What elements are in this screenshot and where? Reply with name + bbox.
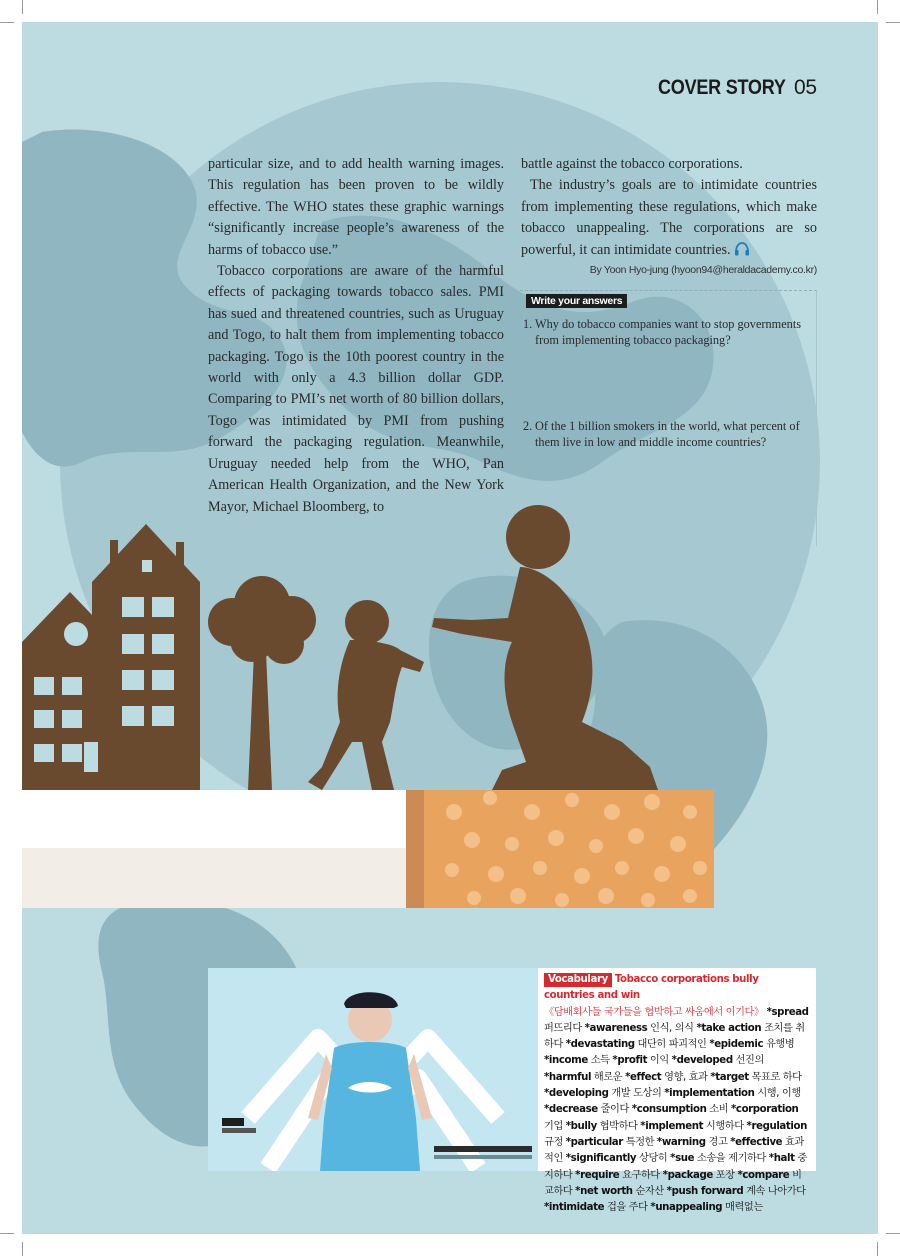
vocabulary-meaning: 시행하다: [705, 1120, 744, 1132]
vocabulary-item: [640, 1121, 743, 1132]
vocabulary-term: *compare: [737, 1169, 790, 1181]
vocabulary-meaning: 소득: [590, 1055, 610, 1067]
vocabulary-meaning: 계속 나아가다: [746, 1185, 806, 1197]
vocabulary-meaning: 상당히: [639, 1153, 668, 1165]
byline: By Yoon Hyo-jung (hyoon94@heraldacademy.co.kr): [589, 264, 817, 276]
article-right-column: [521, 154, 817, 261]
vocabulary-meaning: 선진의: [735, 1055, 764, 1067]
article-paragraph: Tobacco corporations are aware of the harmful effects of packaging towards tobacco sales. PMI has sued and threatened countries, such as Uruguay and Togo, to halt them from implementing tobacco packaging. Togo is the 10th poorest country in the world with only a 4.3 billion dollar GDP. Comparing to PMI’s net worth of 80 billion dollars, Togo was intimidated by PMI from pushing forward the packaging regulation. Meanwhile, Uruguay needed help from the WHO, Pan American Health Organization, and the New York Mayor, Michael Bloomberg, to: [208, 263, 504, 515]
vocabulary-term: *harmful: [544, 1071, 592, 1083]
vocabulary-meaning: 효과적인: [544, 1136, 804, 1165]
vocabulary-term: *decrease: [544, 1104, 598, 1116]
vocabulary-term: *intimidate: [544, 1202, 605, 1214]
headphones-icon: [734, 242, 750, 256]
vocabulary-item: [544, 1072, 622, 1083]
vocabulary-item: [670, 1153, 766, 1164]
vocabulary-meaning: 중지하다: [544, 1153, 807, 1181]
vocabulary-meaning: 소송을 제기하다: [696, 1153, 766, 1165]
vocabulary-meaning: 영향, 효과: [664, 1071, 708, 1083]
cigarette-band: [406, 790, 424, 908]
vocabulary-item: [657, 1137, 727, 1148]
vocabulary-item: [709, 1039, 794, 1050]
vocabulary-tag: Vocabulary: [544, 973, 612, 987]
vocabulary-term: *particular: [565, 1136, 623, 1148]
page-number: 05: [794, 76, 817, 99]
vocabulary-title: Tobacco corporations bully countries and win: [544, 974, 759, 1002]
crop-mark: [0, 1233, 14, 1234]
vocabulary-box: [538, 968, 816, 1214]
answers-label: Write your answers: [526, 294, 627, 308]
vocabulary-term: *implementation: [664, 1088, 755, 1100]
vocabulary-term: *effect: [625, 1071, 662, 1083]
vocabulary-meaning: 포장: [715, 1169, 735, 1181]
vocabulary-item: [575, 1170, 660, 1181]
vocabulary-item: [566, 1039, 707, 1050]
vocabulary-item: [667, 1186, 806, 1197]
vocabulary-item: [664, 1088, 801, 1099]
vocabulary-meaning: 조치를 취하다: [544, 1022, 805, 1051]
question-number: 2.: [523, 419, 533, 433]
question-text: Of the 1 billion smokers in the world, what percent of them live in low and middle income countries?: [535, 419, 800, 449]
vocabulary-item: [575, 1186, 664, 1197]
vocabulary-meaning: 규정: [544, 1136, 563, 1148]
cigarette-paper-shade: [22, 848, 422, 908]
crop-mark: [886, 22, 900, 23]
question-number: 1.: [523, 317, 533, 331]
vocabulary-item: [566, 1153, 668, 1164]
article-paragraph: [521, 175, 817, 261]
write-your-answers-box: [520, 290, 817, 546]
crop-mark: [877, 1242, 878, 1256]
vocabulary-term: *significantly: [565, 1153, 637, 1165]
vocabulary-meaning: 인식, 의식: [650, 1022, 694, 1034]
vocabulary-item: [544, 1104, 629, 1115]
article-left-column: [208, 154, 504, 518]
vocabulary-item: [663, 1170, 735, 1181]
vocabulary-term: *spread: [766, 1006, 809, 1018]
question-text: Why do tobacco companies want to stop governments from implementing tobacco packaging?: [535, 317, 802, 347]
ad-caption-bar: [434, 1146, 532, 1152]
vocabulary-term: *developed: [671, 1055, 733, 1067]
vocabulary-term: *unappealing: [650, 1202, 723, 1214]
vocabulary-item: [544, 1055, 610, 1066]
vocabulary-term: *developing: [544, 1088, 609, 1100]
vocabulary-term: *income: [544, 1055, 588, 1067]
vocabulary-meaning: 대단히 파괴적인: [637, 1039, 707, 1051]
vocabulary-term: *corporation: [731, 1104, 799, 1116]
vocabulary-item: [585, 1023, 694, 1034]
crop-mark: [22, 1242, 23, 1256]
vocabulary-meaning: 해로운: [593, 1071, 623, 1083]
vocabulary-meaning: 순자산: [635, 1185, 664, 1197]
anti-smoking-ad-image: [208, 968, 538, 1171]
vocabulary-term: *warning: [656, 1136, 706, 1148]
vocabulary-meaning: 경고: [708, 1136, 728, 1148]
vocabulary-term: *take action: [696, 1022, 762, 1034]
vocabulary-subtitle: 《담배회사들 국가들을 협박하고 싸움에서 이기다》: [544, 1006, 764, 1018]
vocabulary-term: *push forward: [666, 1185, 744, 1197]
vocabulary-item: [544, 1202, 648, 1213]
vocabulary-meaning: 시행, 이행: [757, 1088, 801, 1100]
vocabulary-meaning: 비교하다: [544, 1169, 802, 1197]
vocabulary-term: *halt: [768, 1153, 795, 1165]
vocabulary-item: [625, 1072, 707, 1083]
vocabulary-meaning: 유행병: [765, 1039, 795, 1051]
vocabulary-term: *package: [662, 1169, 713, 1181]
ad-caption-line: [434, 1155, 532, 1159]
vocabulary-meaning: 요구하다: [622, 1169, 660, 1181]
crop-mark: [0, 22, 14, 23]
vocabulary-item: [566, 1137, 654, 1148]
section-title: COVER STORY: [658, 76, 786, 99]
question-item: [523, 419, 813, 450]
vocabulary-meaning: 겁을 주다: [606, 1202, 648, 1214]
vocabulary-meaning: 이익: [649, 1055, 669, 1067]
crop-mark: [877, 0, 878, 14]
vocabulary-meaning: 개발 도상의: [611, 1088, 662, 1100]
vocabulary-term: *profit: [612, 1055, 648, 1067]
vocabulary-meaning: 협박하다: [599, 1120, 638, 1132]
vocabulary-meaning: 줄이다: [600, 1104, 629, 1116]
crop-mark: [886, 1233, 900, 1234]
vocabulary-term: *epidemic: [709, 1039, 764, 1051]
vocabulary-item: [632, 1104, 728, 1115]
vocabulary-meaning: 퍼뜨리다: [544, 1022, 582, 1034]
article-paragraph: battle against the tobacco corporations.: [521, 156, 743, 172]
vocabulary-term: *net worth: [575, 1185, 633, 1197]
vocabulary-list: [544, 1007, 809, 1214]
vocabulary-term: *regulation: [746, 1120, 807, 1132]
vocabulary-item: [612, 1055, 668, 1066]
section-header: [658, 76, 817, 100]
vocabulary-term: *awareness: [584, 1022, 648, 1034]
vocabulary-meaning: 매력없는: [725, 1202, 763, 1214]
ad-illustration: [208, 968, 538, 1171]
vocabulary-item: [650, 1202, 762, 1213]
crop-mark: [22, 0, 23, 14]
question-item: [523, 317, 813, 348]
vocabulary-term: *effective: [730, 1136, 783, 1148]
vocabulary-term: *bully: [565, 1120, 597, 1132]
vocabulary-term: *target: [710, 1071, 749, 1083]
cigarette-filter: [424, 790, 714, 908]
vocabulary-term: *require: [575, 1169, 620, 1181]
vocabulary-item: [672, 1055, 764, 1066]
vocabulary-item: [710, 1072, 801, 1083]
vocabulary-meaning: 목표로 하다: [751, 1071, 802, 1083]
vocabulary-item: [544, 1088, 661, 1099]
article-paragraph: particular size, and to add health warning images. This regulation has been proven to be wildly effective. The WHO states these graphic warnings “significantly increase people’s awareness of the harms of tobacco use.”: [208, 156, 504, 258]
vocabulary-meaning: 특정한: [625, 1136, 655, 1148]
vocabulary-term: *sue: [670, 1153, 695, 1165]
vocabulary-term: *implement: [640, 1120, 704, 1132]
vocabulary-item: [566, 1121, 638, 1132]
vocabulary-term: *consumption: [631, 1104, 707, 1116]
vocabulary-term: *devastating: [565, 1039, 635, 1051]
vocabulary-meaning: 기업: [544, 1120, 563, 1132]
article-paragraph-text: The industry’s goals are to intimidate countries from implementing these regulations, which make tobacco unappealing. The corporations are so powerful, it can intimidate countries.: [521, 177, 817, 258]
vocabulary-meaning: 소비: [709, 1104, 729, 1116]
